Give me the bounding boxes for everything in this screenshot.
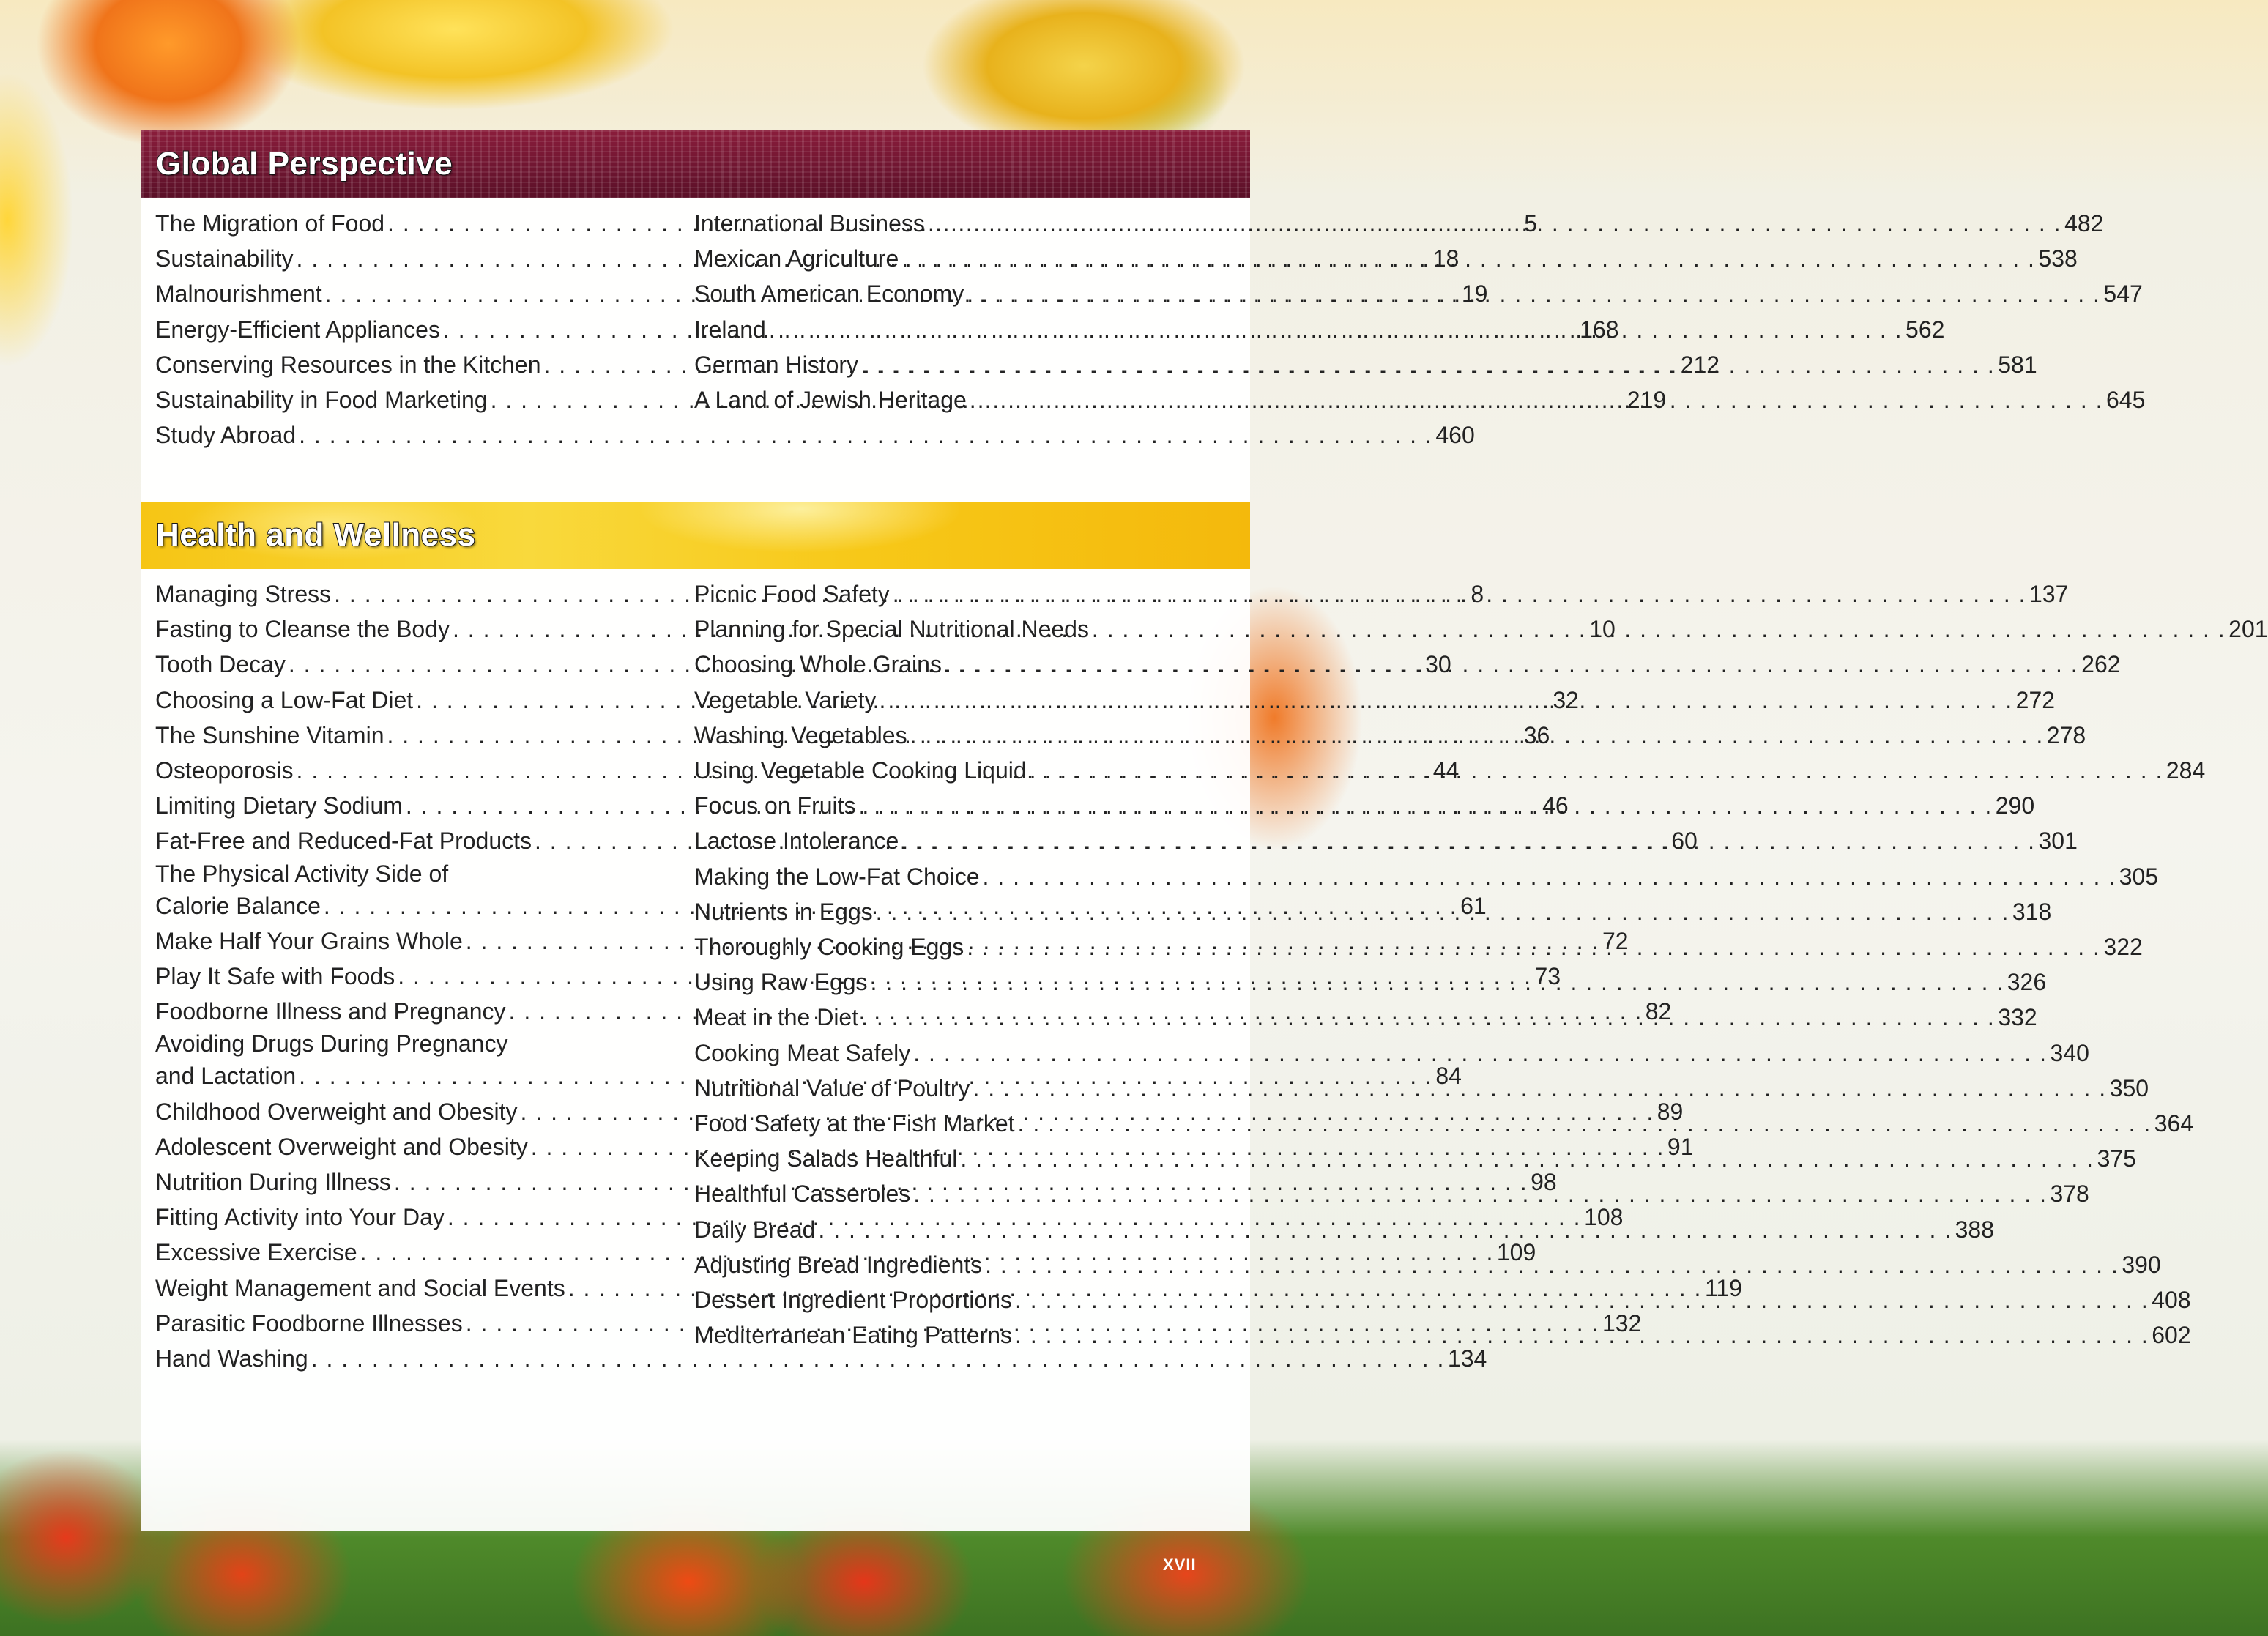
leader-dots — [1030, 753, 2163, 788]
toc-entry[interactable] — [694, 859, 2159, 894]
toc-entry-title: Using Vegetable Cooking Liquid — [694, 757, 1027, 784]
toc-entry-page: 301 — [2038, 828, 2078, 855]
toc-entry-title: Adjusting Bread Ingredients — [694, 1251, 983, 1278]
toc-entry-title: Hand Washing — [155, 1345, 308, 1372]
toc-entry-title: Meat in the Diet — [694, 1004, 859, 1031]
toc-entry-title-continued: Calorie Balance — [155, 892, 321, 919]
section-header-global-perspective — [141, 130, 1250, 198]
toc-entry-title: Daily Bread — [694, 1216, 816, 1243]
toc-entry-page: 168 — [1580, 316, 1619, 343]
toc-entry-title: Nutrition During Illness — [155, 1169, 391, 1196]
toc-entry-title: Excessive Exercise — [155, 1239, 357, 1266]
toc-entry-page: 137 — [2029, 581, 2069, 607]
toc-entry-page: 278 — [2046, 721, 2086, 748]
toc-entry-page: 89 — [1657, 1098, 1684, 1125]
toc-entry-page: 326 — [2007, 969, 2047, 996]
toc-entry[interactable] — [155, 417, 1475, 453]
toc-entry-page: 290 — [1995, 792, 2035, 819]
toc-entry-title: Mediterranean Eating Patterns — [694, 1322, 1013, 1349]
toc-entry-title: Parasitic Foodborne Illnesses — [155, 1309, 463, 1336]
toc-entry-page: 46 — [1542, 792, 1569, 819]
section-header-health-and-wellness — [141, 502, 1250, 569]
toc-entry-title: Foodborne Illness and Pregnancy — [155, 998, 506, 1025]
leader-dots — [818, 1212, 1952, 1247]
toc-entry-title: Malnourishment — [155, 280, 322, 308]
toc-entry-title: Mexican Agriculture — [694, 245, 899, 272]
toc-entry-page: 364 — [2154, 1110, 2194, 1137]
toc-entry-title: Childhood Overweight and Obesity — [155, 1098, 518, 1125]
toc-entry-page: 482 — [2064, 210, 2104, 237]
section-title: Global Perspective — [156, 146, 453, 182]
leader-dots — [967, 929, 2100, 964]
toc-entry-title: Study Abroad — [155, 422, 297, 449]
toc-entry-page: 30 — [1425, 651, 1451, 678]
leader-dots — [985, 1247, 2119, 1282]
toc-entry-title: Thoroughly Cooking Eggs — [694, 934, 964, 961]
leader-dots — [299, 417, 1432, 453]
toc-entry-title: Choosing a Low-Fat Diet — [155, 686, 414, 713]
toc-entry-title: Osteoporosis — [155, 757, 294, 784]
toc-entry-page: 388 — [1955, 1216, 1994, 1243]
toc-entry-page: 36 — [1523, 721, 1550, 748]
toc-entry-title: Planning for Special Nutritional Needs — [694, 616, 1089, 643]
toc-entry-page: 408 — [2152, 1287, 2191, 1314]
leader-dots — [960, 1141, 2094, 1176]
toc-entry-page: 322 — [2103, 934, 2143, 961]
toc-entry-page: 19 — [1461, 280, 1488, 308]
leader-dots — [970, 382, 2103, 417]
toc-entry-title: Weight Management and Social Events — [155, 1274, 565, 1301]
toc-entry-title: Sustainability — [155, 245, 294, 272]
toc-entry-title: Adolescent Overweight and Obesity — [155, 1133, 528, 1160]
toc-entry-title: International Business — [694, 210, 925, 237]
toc-entry-title: Food Safety at the Fish Market — [694, 1110, 1015, 1137]
toc-entry-page: 350 — [2109, 1074, 2149, 1101]
toc-entry-page: 460 — [1435, 422, 1475, 449]
toc-entry-title: Picnic Food Safety — [694, 581, 890, 607]
leader-dots — [945, 647, 2078, 682]
toc-entry-page: 73 — [1534, 963, 1561, 990]
leader-dots — [1015, 1282, 2149, 1317]
toc-entry-title: Make Half Your Grains Whole — [155, 927, 463, 954]
toc-entry-title: Choosing Whole Grains — [694, 651, 942, 678]
toc-entry[interactable] — [694, 206, 2104, 241]
toc-entry-title: Nutrients in Eggs — [694, 898, 873, 925]
toc-entry-title: Making the Low-Fat Choice — [694, 863, 980, 890]
toc-entry-title: Fasting to Cleanse the Body — [155, 616, 450, 643]
toc-entry-title: Managing Stress — [155, 581, 332, 607]
toc-entry-page: 10 — [1589, 616, 1616, 643]
toc-entry-title: Lactose Intolerance — [694, 828, 899, 855]
toc-entry-page: 284 — [2165, 757, 2206, 784]
leader-dots — [871, 964, 2004, 1000]
toc-entry-title: Healthful Casseroles — [694, 1180, 911, 1208]
toc-entry-page: 44 — [1432, 757, 1460, 784]
leader-dots — [876, 894, 2009, 929]
toc-entry[interactable] — [694, 1035, 2089, 1071]
toc-entry-page: 305 — [2119, 863, 2159, 890]
toc-entry-title: The Sunshine Vitamin — [155, 721, 384, 748]
toc-entry-page: 390 — [2122, 1251, 2161, 1278]
toc-entry-page: 8 — [1471, 581, 1484, 607]
toc-entry-page: 134 — [1447, 1345, 1487, 1372]
toc-entry[interactable] — [694, 576, 2069, 611]
toc-entry-page: 98 — [1531, 1169, 1557, 1196]
toc-entry-page: 109 — [1496, 1239, 1536, 1266]
toc-entry-title: Cooking Meat Safely — [694, 1039, 911, 1066]
toc-entry-page: 32 — [1553, 686, 1579, 713]
toc-entry-page: 108 — [1584, 1204, 1624, 1231]
toc-entry-title: Focus on Fruits — [694, 792, 856, 819]
toc-entry-title: Fitting Activity into Your Day — [155, 1204, 445, 1231]
leader-dots — [1092, 611, 2226, 647]
leader-dots — [879, 683, 2012, 718]
toc-entry-title-continued: and Lactation — [155, 1063, 297, 1090]
toc-entry-title: Washing Vegetables — [694, 721, 907, 748]
toc-entry-title: German History — [694, 351, 859, 378]
leader-dots — [910, 718, 2044, 753]
toc-entry-page: 318 — [2012, 898, 2052, 925]
toc-entry-title: Ireland — [694, 316, 766, 343]
toc-entry-page: 581 — [1998, 351, 2037, 378]
toc-entry-title: Conserving Resources in the Kitchen — [155, 351, 541, 378]
section-title: Health and Wellness — [156, 517, 476, 553]
toc-entry-page: 378 — [2050, 1180, 2089, 1208]
leader-dots — [983, 859, 2116, 894]
toc-entry-page: 132 — [1602, 1309, 1642, 1336]
toc-entry-page: 562 — [1906, 316, 1945, 343]
toc-entry-title: The Physical Activity Side of — [155, 860, 449, 887]
toc-entry-page: 538 — [2038, 245, 2078, 272]
leader-dots — [1018, 1106, 2152, 1141]
toc-entry-page: 84 — [1435, 1063, 1462, 1090]
toc-entry-page: 72 — [1602, 927, 1629, 954]
toc-entry-page: 375 — [2097, 1145, 2136, 1172]
toc-entry-title: Keeping Salads Healthful — [694, 1145, 958, 1172]
toc-entry-page: 18 — [1432, 245, 1460, 272]
leader-dots — [861, 1000, 1995, 1035]
leader-dots — [967, 276, 2100, 311]
leader-dots — [893, 576, 2026, 611]
toc-entry-title: Vegetable Variety — [694, 686, 877, 713]
toc-entry-title: Avoiding Drugs During Pregnancy — [155, 1030, 508, 1057]
toc-entry-title: Sustainability in Food Marketing — [155, 387, 488, 414]
leader-dots — [1015, 1317, 2149, 1353]
toc-entry-title: A Land of Jewish Heritage — [694, 387, 967, 414]
leader-dots — [901, 823, 2035, 858]
toc-entry-page: 602 — [2152, 1322, 2191, 1349]
toc-entry-title: South American Economy — [694, 280, 964, 308]
toc-entry-page: 272 — [2015, 686, 2056, 713]
toc-entry-page: 212 — [1680, 351, 1720, 378]
toc-entry-page: 61 — [1460, 892, 1487, 919]
leader-dots — [901, 241, 2035, 276]
leader-dots — [769, 312, 1903, 347]
toc-entry-title: Dessert Ingredient Proportions — [694, 1287, 1012, 1314]
page-number: XVII — [1163, 1555, 1197, 1574]
toc-entry-page: 91 — [1667, 1133, 1694, 1160]
toc-entry-title: Nutritional Value of Poultry — [694, 1074, 970, 1101]
toc-entry-page: 645 — [2105, 387, 2146, 414]
toc-entry-page: 332 — [1998, 1004, 2037, 1031]
toc-entry-page: 60 — [1671, 828, 1698, 855]
toc-entry-title: Tooth Decay — [155, 651, 286, 678]
toc-entry-title: Fat-Free and Reduced-Fat Products — [155, 828, 532, 855]
leader-dots — [913, 1035, 2047, 1071]
toc-entry-title: Using Raw Eggs — [694, 969, 868, 996]
leader-dots — [859, 788, 1993, 823]
toc-entry-page: 119 — [1704, 1274, 1742, 1301]
leader-dots — [861, 347, 1995, 382]
toc-entry-page: 262 — [2081, 651, 2121, 678]
toc-entry-title: Play It Safe with Foods — [155, 963, 395, 990]
leader-dots — [928, 206, 2061, 241]
toc-entry[interactable] — [155, 1341, 1487, 1376]
toc-entry-title: The Migration of Food — [155, 210, 385, 237]
toc-entry-page: 547 — [2103, 280, 2143, 308]
toc-entry-page: 340 — [2050, 1039, 2089, 1066]
leader-dots — [913, 1176, 2047, 1211]
toc-entry-page: 219 — [1626, 387, 1667, 414]
toc-entry-page: 5 — [1524, 210, 1538, 237]
toc-entry-page: 201 — [2228, 616, 2268, 643]
toc-entry-page: 82 — [1645, 998, 1672, 1025]
toc-entry-title: Energy-Efficient Appliances — [155, 316, 440, 343]
leader-dots — [973, 1071, 2106, 1106]
toc-entry-title: Limiting Dietary Sodium — [155, 792, 403, 819]
